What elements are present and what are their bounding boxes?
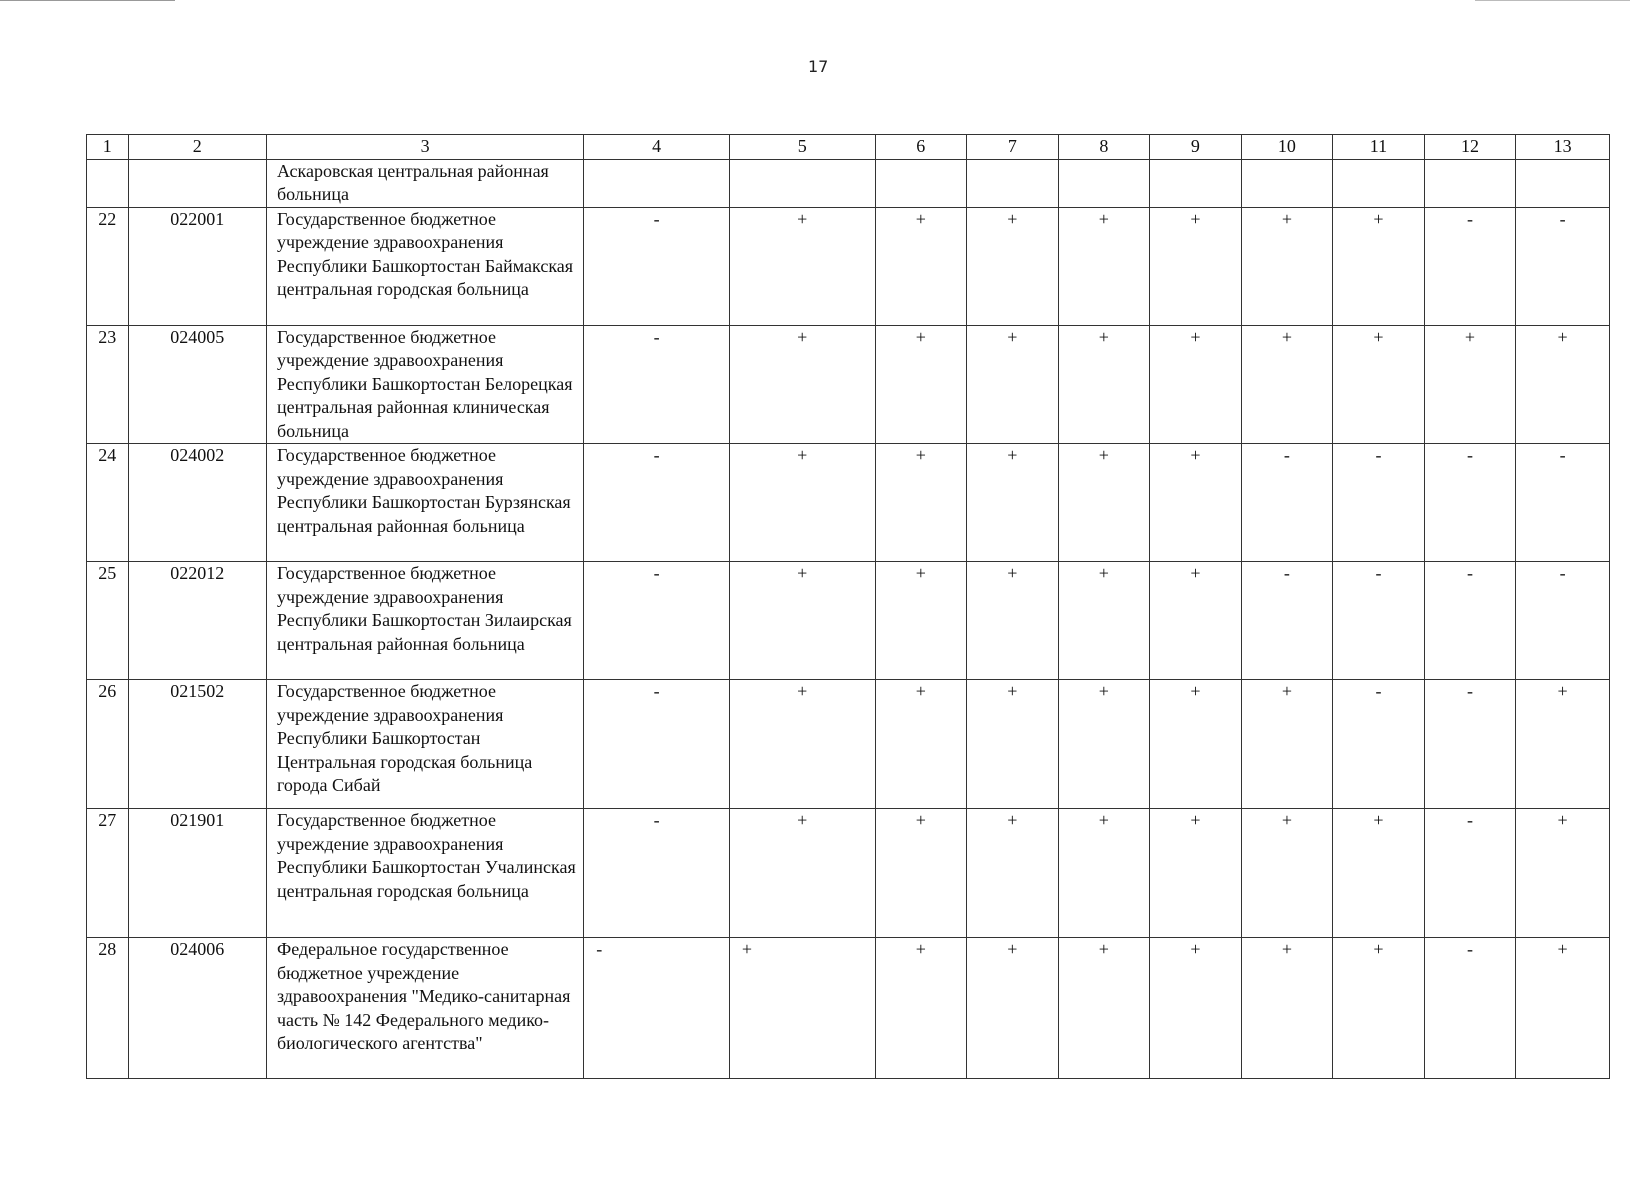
- mark-cell: +: [1333, 207, 1425, 325]
- institution-name: Государственное бюджетное учреждение здравоохранения Республики Башкортостан Баймакская центральная городская больница: [266, 207, 583, 325]
- column-header: 3: [266, 135, 583, 160]
- institutions-table: [86, 134, 1610, 1079]
- mark-cell: +: [1333, 938, 1425, 1079]
- mark-cell: -: [1424, 562, 1516, 680]
- mark-cell: +: [967, 809, 1059, 938]
- column-header: 13: [1516, 135, 1610, 160]
- institution-code: 024002: [128, 444, 266, 562]
- mark-cell: [1424, 159, 1516, 207]
- table-row: [87, 562, 1610, 680]
- institution-code: 021502: [128, 680, 266, 809]
- mark-cell: +: [1516, 809, 1610, 938]
- column-header: 5: [729, 135, 875, 160]
- institution-name: Государственное бюджетное учреждение здравоохранения Республики Башкортостан Бурзянская центральная районная больница: [266, 444, 583, 562]
- institution-code: 022012: [128, 562, 266, 680]
- column-header: 4: [584, 135, 730, 160]
- top-scan-rule-left: [0, 0, 175, 1]
- mark-cell: [1058, 159, 1150, 207]
- mark-cell: -: [1516, 562, 1610, 680]
- institution-code: 021901: [128, 809, 266, 938]
- row-number: 27: [87, 809, 129, 938]
- table-row: [87, 444, 1610, 562]
- mark-cell: +: [875, 207, 967, 325]
- mark-cell: +: [729, 938, 875, 1079]
- mark-cell: -: [1424, 444, 1516, 562]
- mark-cell: +: [875, 562, 967, 680]
- mark-cell: -: [584, 938, 730, 1079]
- mark-cell: +: [875, 325, 967, 444]
- mark-cell: [875, 159, 967, 207]
- column-header: 9: [1150, 135, 1242, 160]
- column-header: 11: [1333, 135, 1425, 160]
- institution-name: Государственное бюджетное учреждение здравоохранения Республики Башкортостан Зилаирская центральная районная больница: [266, 562, 583, 680]
- mark-cell: +: [1150, 444, 1242, 562]
- row-number: 23: [87, 325, 129, 444]
- mark-cell: +: [1058, 444, 1150, 562]
- mark-cell: [1241, 159, 1333, 207]
- top-scan-rule-right: [1475, 0, 1630, 1]
- column-header: 1: [87, 135, 129, 160]
- row-number: 26: [87, 680, 129, 809]
- mark-cell: -: [1424, 680, 1516, 809]
- mark-cell: +: [1058, 207, 1150, 325]
- mark-cell: +: [729, 562, 875, 680]
- column-header: 2: [128, 135, 266, 160]
- table-row: [87, 809, 1610, 938]
- column-header: 7: [967, 135, 1059, 160]
- mark-cell: -: [1333, 562, 1425, 680]
- mark-cell: +: [967, 325, 1059, 444]
- mark-cell: -: [1241, 562, 1333, 680]
- mark-cell: +: [967, 680, 1059, 809]
- column-header: 8: [1058, 135, 1150, 160]
- mark-cell: -: [584, 325, 730, 444]
- mark-cell: -: [584, 444, 730, 562]
- mark-cell: -: [1333, 444, 1425, 562]
- mark-cell: +: [1058, 562, 1150, 680]
- mark-cell: +: [1516, 680, 1610, 809]
- mark-cell: +: [1333, 325, 1425, 444]
- institution-name: Государственное бюджетное учреждение здравоохранения Республики Башкортостан Центральная городская больница города Сибай: [266, 680, 583, 809]
- mark-cell: +: [1241, 938, 1333, 1079]
- institution-name: Аскаровская центральная районная больница: [266, 159, 583, 207]
- mark-cell: [1333, 159, 1425, 207]
- mark-cell: +: [1150, 207, 1242, 325]
- table-row: [87, 325, 1610, 444]
- mark-cell: +: [729, 444, 875, 562]
- mark-cell: +: [967, 938, 1059, 1079]
- institution-name: Федеральное государственное бюджетное учреждение здравоохранения "Медико-санитарная часть № 142 Федерального медико-биологического агентства": [266, 938, 583, 1079]
- mark-cell: +: [1058, 938, 1150, 1079]
- mark-cell: -: [1424, 809, 1516, 938]
- mark-cell: +: [729, 680, 875, 809]
- row-number: 24: [87, 444, 129, 562]
- column-header: 10: [1241, 135, 1333, 160]
- mark-cell: -: [584, 680, 730, 809]
- mark-cell: +: [967, 444, 1059, 562]
- mark-cell: +: [1516, 325, 1610, 444]
- mark-cell: -: [584, 207, 730, 325]
- table-row: [87, 680, 1610, 809]
- institution-code: 024006: [128, 938, 266, 1079]
- mark-cell: +: [1150, 809, 1242, 938]
- mark-cell: +: [729, 809, 875, 938]
- mark-cell: -: [1241, 444, 1333, 562]
- mark-cell: +: [1241, 207, 1333, 325]
- institution-code: [128, 159, 266, 207]
- mark-cell: -: [1424, 938, 1516, 1079]
- mark-cell: +: [1241, 325, 1333, 444]
- mark-cell: +: [1058, 325, 1150, 444]
- mark-cell: +: [875, 680, 967, 809]
- mark-cell: +: [1424, 325, 1516, 444]
- mark-cell: +: [875, 809, 967, 938]
- institution-code: 022001: [128, 207, 266, 325]
- institution-name: Государственное бюджетное учреждение здравоохранения Республики Башкортостан Учалинская центральная городская больница: [266, 809, 583, 938]
- table-row: [87, 207, 1610, 325]
- institution-name: Государственное бюджетное учреждение здравоохранения Республики Башкортостан Белорецкая центральная районная клиническая больница: [266, 325, 583, 444]
- mark-cell: +: [1150, 680, 1242, 809]
- mark-cell: [1150, 159, 1242, 207]
- mark-cell: +: [1333, 809, 1425, 938]
- mark-cell: +: [1241, 809, 1333, 938]
- mark-cell: +: [1058, 680, 1150, 809]
- mark-cell: +: [1150, 938, 1242, 1079]
- column-header: 12: [1424, 135, 1516, 160]
- mark-cell: [967, 159, 1059, 207]
- mark-cell: +: [967, 207, 1059, 325]
- mark-cell: +: [1241, 680, 1333, 809]
- mark-cell: +: [729, 325, 875, 444]
- mark-cell: [1516, 159, 1610, 207]
- mark-cell: -: [1333, 680, 1425, 809]
- row-number: 25: [87, 562, 129, 680]
- table-row-continuation: [87, 159, 1610, 207]
- mark-cell: -: [1424, 207, 1516, 325]
- institution-code: 024005: [128, 325, 266, 444]
- mark-cell: +: [967, 562, 1059, 680]
- mark-cell: +: [875, 938, 967, 1079]
- row-number: 28: [87, 938, 129, 1079]
- mark-cell: +: [1516, 938, 1610, 1079]
- mark-cell: +: [1058, 809, 1150, 938]
- table-header-row: [87, 135, 1610, 160]
- mark-cell: [584, 159, 730, 207]
- mark-cell: -: [1516, 207, 1610, 325]
- row-number: [87, 159, 129, 207]
- row-number: 22: [87, 207, 129, 325]
- mark-cell: [729, 159, 875, 207]
- mark-cell: -: [584, 809, 730, 938]
- mark-cell: +: [729, 207, 875, 325]
- column-header: 6: [875, 135, 967, 160]
- mark-cell: -: [584, 562, 730, 680]
- mark-cell: +: [1150, 325, 1242, 444]
- page-number: 17: [808, 57, 829, 76]
- table-row: [87, 938, 1610, 1079]
- mark-cell: +: [875, 444, 967, 562]
- mark-cell: -: [1516, 444, 1610, 562]
- mark-cell: +: [1150, 562, 1242, 680]
